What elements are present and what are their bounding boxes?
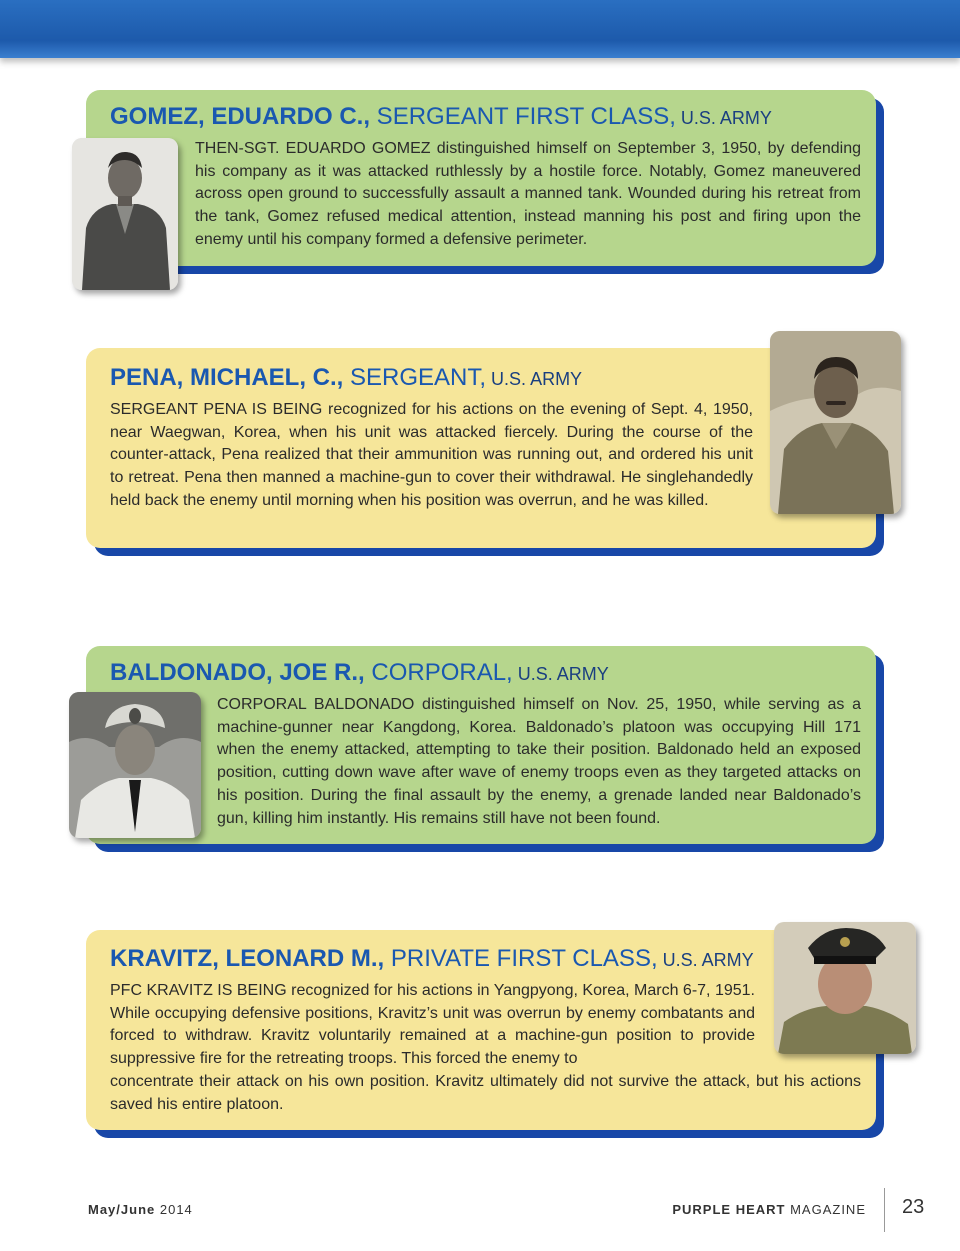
- entry-name: KRAVITZ, LEONARD M.,: [110, 945, 385, 972]
- entry-text: CORPORAL BALDONADO distinguished himself on Nov. 25, 1950, while serving as a machine-gunner near Kangdong, Korea. Baldonado’s platoon was occupying Hill 171 when the enemy attacked, attempting to take their position. Baldonado held an exposed position, cutting down wave after wave of enemy troops even as they targeted attacks on his position. During the final assault by the enemy, a grenade landed near Baldonado’s gun, killing him instantly. His remains still have not been found.: [217, 696, 861, 827]
- entry-rank: PRIVATE FIRST CLASS,: [384, 945, 658, 972]
- entry-branch: U.S. ARMY: [486, 369, 583, 389]
- entry-name: BALDONADO, JOE R.,: [110, 659, 365, 686]
- magazine-name-bold: PURPLE HEART: [672, 1202, 786, 1217]
- entry-branch: U.S. ARMY: [512, 664, 609, 684]
- entry-heading: [110, 103, 772, 132]
- portrait-baldonado: [69, 692, 201, 838]
- entry-name: PENA, MICHAEL, C.,: [110, 364, 344, 391]
- portrait-photo: [774, 922, 916, 1054]
- entry-rank: SERGEANT,: [343, 364, 487, 391]
- footer-magazine: [672, 1202, 866, 1217]
- entry-text: PFC KRAVITZ IS BEING recognized for his actions in Yangpyong, Korea, March 6-7, 1951. While occupying defensive positions, Kravitz’s unit was overrun by enemy combatants and forced to withdraw. Kravitz voluntarily remained at a machine-gun position to provide suppressive fire for the retreating troops. This forced the enemy to: [110, 982, 755, 1068]
- entry-rank: SERGEANT FIRST CLASS,: [370, 103, 676, 130]
- entry-heading: [110, 364, 582, 393]
- entry-heading: [110, 945, 754, 974]
- issue-year: 2014: [155, 1202, 193, 1217]
- entry-text: SERGEANT PENA IS BEING recognized for his actions on the evening of Sept. 4, 1950, near Waegwan, Korea, when his unit was attacked fiercely. During the course of the counter-attack, Pena realized that their ammunition was running out, and ordered his unit to retreat. Pena then manned a machine-gun to cover their withdrawal. He singlehandedly held back the enemy until morning when his position was overrun, and he was killed.: [110, 401, 753, 509]
- entry-name: GOMEZ, EDUARDO C.,: [110, 103, 371, 130]
- header-band: [0, 0, 960, 58]
- portrait-gomez: [72, 138, 178, 290]
- entry-heading: [110, 659, 609, 688]
- portrait-pena: [770, 331, 901, 514]
- footer-issue: [88, 1202, 193, 1217]
- magazine-name-light: MAGAZINE: [785, 1202, 866, 1217]
- portrait-kravitz: [774, 922, 916, 1054]
- portrait-photo: [69, 692, 201, 838]
- portrait-photo: [72, 138, 178, 290]
- entry-rank: CORPORAL,: [364, 659, 513, 686]
- issue-month: May/June: [88, 1202, 156, 1217]
- entry-branch: U.S. ARMY: [675, 108, 772, 128]
- footer-divider: [884, 1188, 885, 1232]
- entry-branch: U.S. ARMY: [657, 950, 754, 970]
- entry-text-continued: concentrate their attack on his own position. Kravitz ultimately did not survive the attack, but his actions saved his entire platoon.: [110, 1073, 861, 1113]
- entry-text: THEN-SGT. EDUARDO GOMEZ distinguished himself on September 3, 1950, by defending his company as it was attacked ruthlessly by a hostile force. Notably, Gomez maneuvered across open ground to successfully assault a manned tank. Wounded during his retreat from the tank, Gomez refused medical attention, instead manning his post and firing upon the enemy until his company formed a defensive perimeter.: [195, 140, 861, 248]
- portrait-photo: [770, 331, 901, 514]
- page-number: 23: [902, 1196, 925, 1218]
